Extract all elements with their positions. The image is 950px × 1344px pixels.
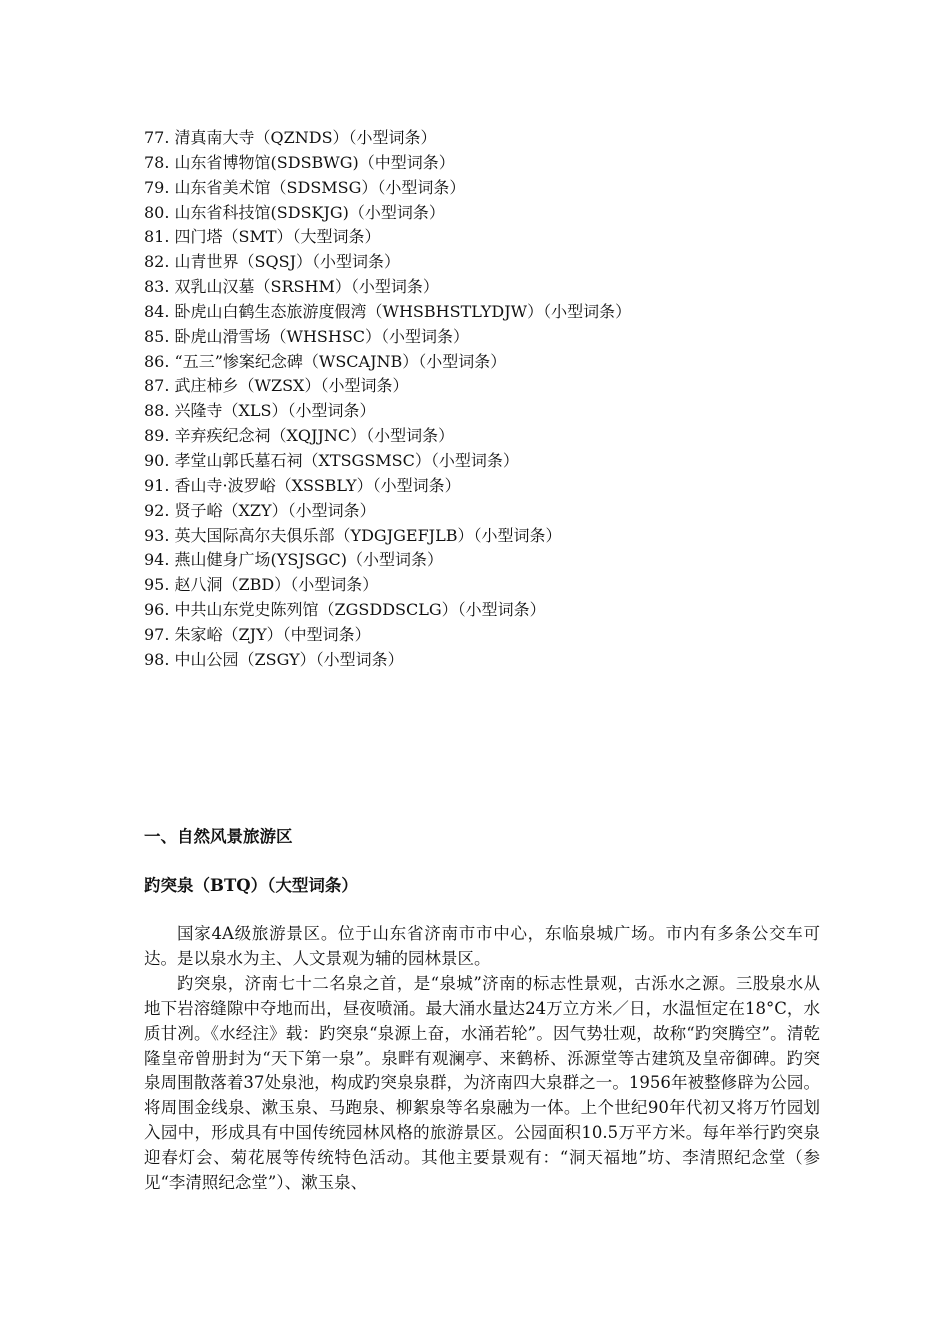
section-heading: 一、自然风景旅游区: [144, 827, 293, 846]
list-item: 93. 英大国际高尔夫俱乐部（YDGJGEFJLB）（小型词条）: [144, 525, 562, 545]
list-item: 87. 武庄柿乡（WZSX）（小型词条）: [144, 376, 409, 396]
list-item: 96. 中共山东党史陈列馆（ZGSDDSCLG）（小型词条）: [144, 600, 546, 620]
article-paragraph: 国家4A级旅游景区。位于山东省济南市市中心，东临泉城广场。市内有多条公交车可达。是以泉水为主、人文景观为辅的园林景区。: [144, 924, 820, 968]
list-item: 94. 燕山健身广场(YSJSGC)（小型词条）: [144, 550, 443, 570]
article-paragraph: 趵突泉，济南七十二名泉之首，是“泉城”济南的标志性景观，古泺水之源。三股泉水从地下岩溶缝隙中夺地而出，昼夜喷涌。最大涌水量达24万立方米／日，水温恒定在18°C，水质甘冽。《水经注》载：趵突泉“泉源上奋，水涌若轮”。因气势壮观，故称“趵突腾空”。清乾隆皇帝曾册封为“天下第一泉”。泉畔有观澜亭、来鹤桥、泺源堂等古建筑及皇帝御碑。趵突泉周围散落着37处泉池，构成趵突泉泉群，为济南四大泉群之一。1956年被整修辟为公园。将周围金线泉、漱玉泉、马跑泉、柳絮泉等名泉融为一体。上个世纪90年代初又将万竹园划入园中，形成具有中国传统园林风格的旅游景区。公园面积10.5万平方米。每年举行趵突泉迎春灯会、菊花展等传统特色活动。其他主要景观有：“洞天福地”坊、李清照纪念堂（参见“李清照纪念堂”）、漱玉泉、: [144, 973, 820, 1193]
list-item: 81. 四门塔（SMT）（大型词条）: [144, 227, 381, 247]
list-item: 86. “五三”惨案纪念碑（WSCAJNB）（小型词条）: [144, 351, 507, 371]
list-item: 97. 朱家峪（ZJY）（中型词条）: [144, 624, 371, 644]
list-item: 92. 贤子峪（XZY）（小型词条）: [144, 500, 376, 520]
list-item: 82. 山青世界（SQSJ）（小型词条）: [144, 252, 400, 272]
entry-list: [144, 126, 631, 673]
list-item: 77. 清真南大寺（QZNDS）（小型词条）: [144, 128, 437, 147]
list-item: 98. 中山公园（ZSGY）（小型词条）: [144, 649, 404, 669]
list-item: 91. 香山寺·波罗峪（XSSBLY）（小型词条）: [144, 475, 461, 495]
list-item: 88. 兴隆寺（XLS）（小型词条）: [144, 401, 376, 421]
list-item: 78. 山东省博物馆(SDSBWG)（中型词条）: [144, 152, 455, 172]
list-item: 83. 双乳山汉墓（SRSHM）（小型词条）: [144, 277, 439, 297]
list-item: 80. 山东省科技馆(SDSKJG)（小型词条）: [144, 202, 445, 222]
list-item: 90. 孝堂山郭氏墓石祠（XTSGSMSC）（小型词条）: [144, 450, 519, 470]
list-item: 84. 卧虎山白鹤生态旅游度假湾（WHSBHSTLYDJW）（小型词条）: [144, 301, 632, 321]
list-item: 79. 山东省美术馆（SDSMSG）（小型词条）: [144, 177, 466, 197]
article-body: [144, 922, 820, 1196]
article-title: 趵突泉（BTQ）（大型词条）: [144, 876, 358, 895]
list-item: 95. 赵八洞（ZBD）（小型词条）: [144, 575, 379, 595]
list-item: 89. 辛弃疾纪念祠（XQJJNC）（小型词条）: [144, 426, 455, 446]
list-item: 85. 卧虎山滑雪场（WHSHSC）（小型词条）: [144, 326, 470, 346]
